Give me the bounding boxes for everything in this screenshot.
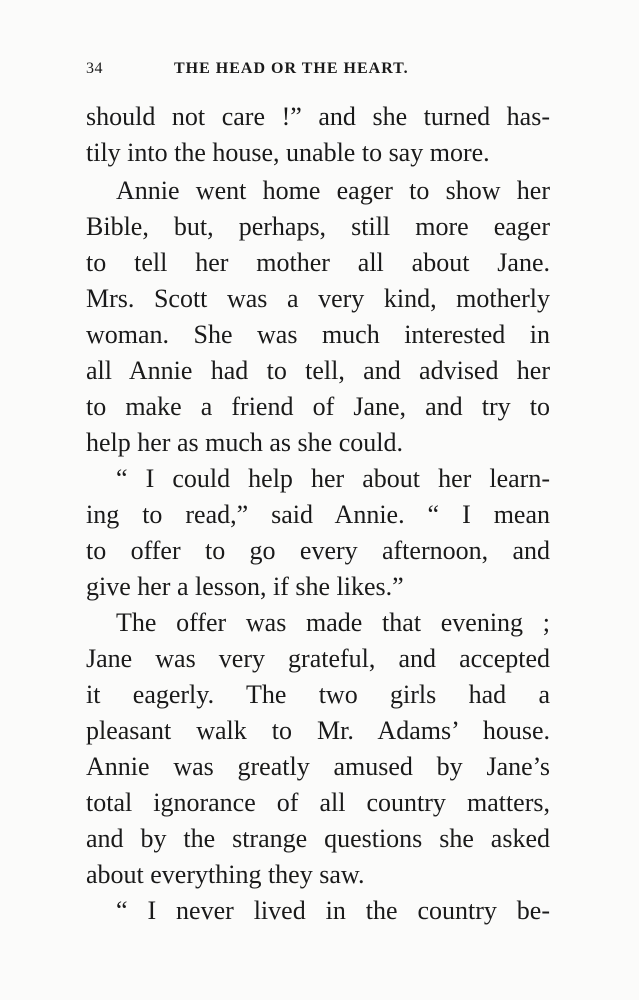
text-line: to offer to go every afternoon, and xyxy=(86,536,550,565)
text-line: Annie was greatly amused by Jane’s xyxy=(86,752,550,781)
text-line: total ignorance of all country matters, xyxy=(86,788,550,817)
text-line: give her a lesson, if she likes.” xyxy=(86,572,404,601)
text-line: ing to read,” said Annie. “ I mean xyxy=(86,500,550,529)
text-line: Mrs. Scott was a very kind, motherly xyxy=(86,284,550,313)
running-head xyxy=(86,60,556,84)
text-line: Jane was very grateful, and accepted xyxy=(86,644,550,673)
text-line: The offer was made that evening ; xyxy=(116,608,550,637)
text-line: about everything they saw. xyxy=(86,860,365,889)
running-title: THE HEAD OR THE HEART. xyxy=(174,60,409,77)
text-line: it eagerly. The two girls had a xyxy=(86,680,550,709)
text-line: Bible, but, perhaps, still more eager xyxy=(86,212,550,241)
text-line: to tell her mother all about Jane. xyxy=(86,248,550,277)
text-line: Annie went home eager to show her xyxy=(116,176,550,205)
text-line: “ I could help her about her learn- xyxy=(116,464,550,493)
text-line: woman. She was much interested in xyxy=(86,320,550,349)
text-line: should not care !” and she turned has- xyxy=(86,102,550,131)
text-line: tily into the house, unable to say more. xyxy=(86,138,490,167)
text-line: to make a friend of Jane, and try to xyxy=(86,392,550,421)
page-number: 34 xyxy=(86,60,103,77)
text-line: help her as much as she could. xyxy=(86,428,403,457)
text-line: pleasant walk to Mr. Adams’ house. xyxy=(86,716,550,745)
text-line: and by the strange questions she asked xyxy=(86,824,550,853)
text-line: “ I never lived in the country be- xyxy=(116,896,550,925)
text-line: all Annie had to tell, and advised her xyxy=(86,356,550,385)
